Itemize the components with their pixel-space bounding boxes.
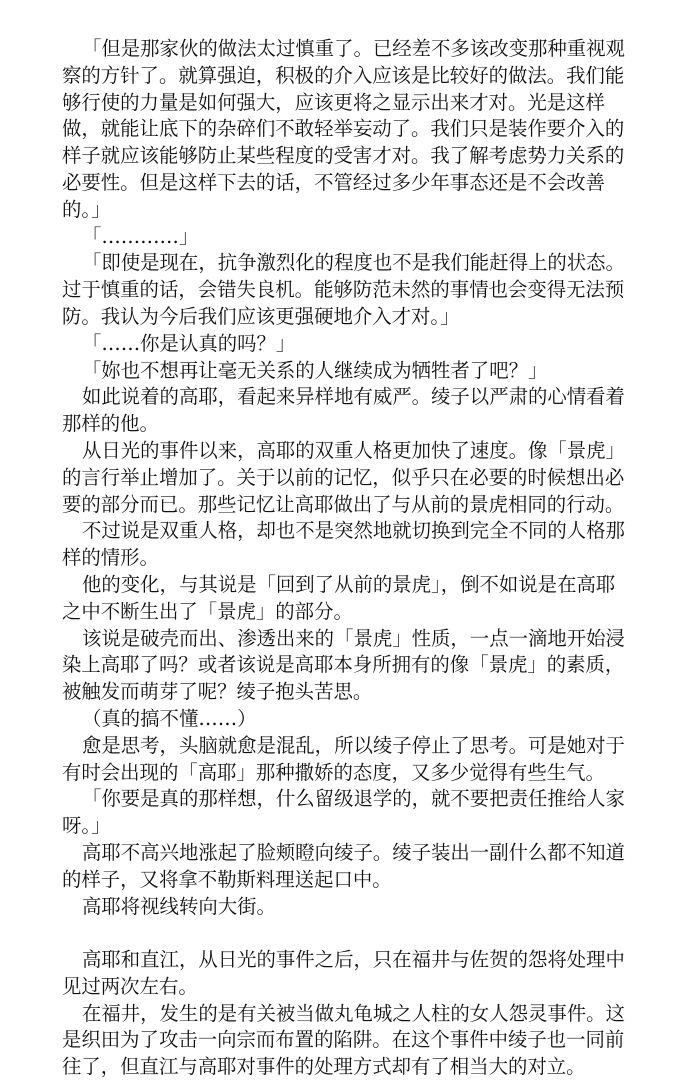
paragraph [62, 224, 636, 251]
text-line: 「但是那家伙的做法太过慎重了。已经差不多该改变那种重视观 [82, 37, 625, 60]
text-line: 高耶不高兴地涨起了脸颊瞪向绫子。绫子装出一副什么都不知道 [82, 840, 625, 864]
text-line: 够行使的力量是如何强大，应该更将之显示出来才对。光是这样 [62, 90, 605, 114]
paragraph [62, 626, 636, 706]
paragraph [62, 706, 636, 733]
text-line: 「你要是真的那样想，什么留级退学的，就不要把责任推给人家 [82, 787, 625, 811]
paragraph [62, 572, 636, 626]
text-line: 做，就能让底下的杂碎们不敢轻举妄动了。我们只是装作要介入的 [62, 117, 625, 141]
text-line: 被触发而萌芽了呢？绫子抱头苦思。 [62, 680, 373, 704]
text-line: 「…………」 [82, 224, 199, 248]
text-line: 「即使是现在，抗争激烈化的程度也不是我们能赶得上的状态。 [82, 251, 625, 275]
text-line: 要的部分而已。那些记忆让高耶做出了与从前的景虎相同的行动。 [62, 492, 625, 516]
paragraph [62, 786, 636, 840]
text-line: 「妳也不想再让毫无关系的人继续成为牺牲者了吧？」 [82, 358, 548, 382]
paragraph [62, 36, 636, 224]
paragraph [62, 840, 636, 894]
text-line: 的样子，又将拿不勒斯料理送起口中。 [62, 867, 392, 891]
text-line: 有时会出现的「高耶」那种撒娇的态度，又多少觉得有些生气。 [62, 760, 605, 784]
paragraph [62, 894, 636, 921]
text-line: 那样的他。 [62, 412, 159, 436]
text-line: 愈是思考，头脑就愈是混乱，所以绫子停止了思考。可是她对于 [82, 733, 625, 757]
text-line: 见过两次左右。 [62, 974, 198, 998]
text-line: 样的情形。 [62, 546, 159, 570]
text-line: 「……你是认真的吗？」 [82, 331, 296, 355]
text-line: 高耶将视线转向大街。 [82, 894, 276, 918]
paragraph [62, 250, 636, 330]
text-line: 防。我认为今后我们应该更强硬地介入才对。」 [62, 304, 460, 328]
text-line: 察的方针了。就算强迫，积极的介入应该是比较好的做法。我们能 [62, 63, 625, 87]
paragraph [62, 1001, 636, 1081]
text-line: 过于慎重的话，会错失良机。能够防范未然的事情也会变得无法预 [62, 278, 625, 302]
text-line: （真的搞不懂……） [82, 706, 257, 730]
section-break [62, 920, 636, 947]
text-line: 他的变化，与其说是「回到了从前的景虎」，倒不如说是在高耶 [82, 572, 616, 596]
text-line: 样子就应该能够防止某些程度的受害才对。我了解考虑势力关系的 [62, 144, 625, 168]
paragraph [62, 331, 636, 358]
text-line: 高耶和直江，从日光的事件之后，只在福井与佐贺的怨将处理中 [82, 948, 625, 972]
paragraph [62, 518, 636, 572]
text-line: 染上高耶了吗？或者该说是高耶本身所拥有的像「景虎」的素质， [62, 653, 625, 677]
text-line: 在福井，发生的是有关被当做丸龟城之人柱的女人怨灵事件。这 [82, 1001, 625, 1025]
text-line: 该说是破壳而出、渗透出来的「景虎」性质，一点一滴地开始浸 [82, 626, 625, 650]
text-line: 之中不断生出了「景虎」的部分。 [62, 599, 353, 623]
text-line: 是织田为了攻击一向宗而布置的陷阱。在这个事件中绫子也一同前 [62, 1028, 625, 1052]
text-line: 的。」 [62, 197, 111, 221]
text-line: 从日光的事件以来，高耶的双重人格更加快了速度。像「景虎」 [82, 438, 625, 462]
paragraph [62, 733, 636, 787]
text-line: 不过说是双重人格，却也不是突然地就切换到完全不同的人格那 [82, 519, 625, 543]
text-line: 呀。」 [62, 814, 111, 838]
text-line: 往了，但直江与高耶对事件的处理方式却有了相当大的对立。 [62, 1055, 586, 1079]
text-line: 必要性。但是这样下去的话，不管经过多少年事态还是不会改善 [62, 170, 605, 194]
paragraph [62, 384, 636, 438]
text-line: 如此说着的高耶，看起来异样地有威严。绫子以严肃的心情看着 [82, 385, 625, 409]
text-line: 的言行举止增加了。关于以前的记忆，似乎只在必要的时候想出必 [62, 465, 625, 489]
paragraph [62, 358, 636, 385]
paragraph [62, 438, 636, 518]
